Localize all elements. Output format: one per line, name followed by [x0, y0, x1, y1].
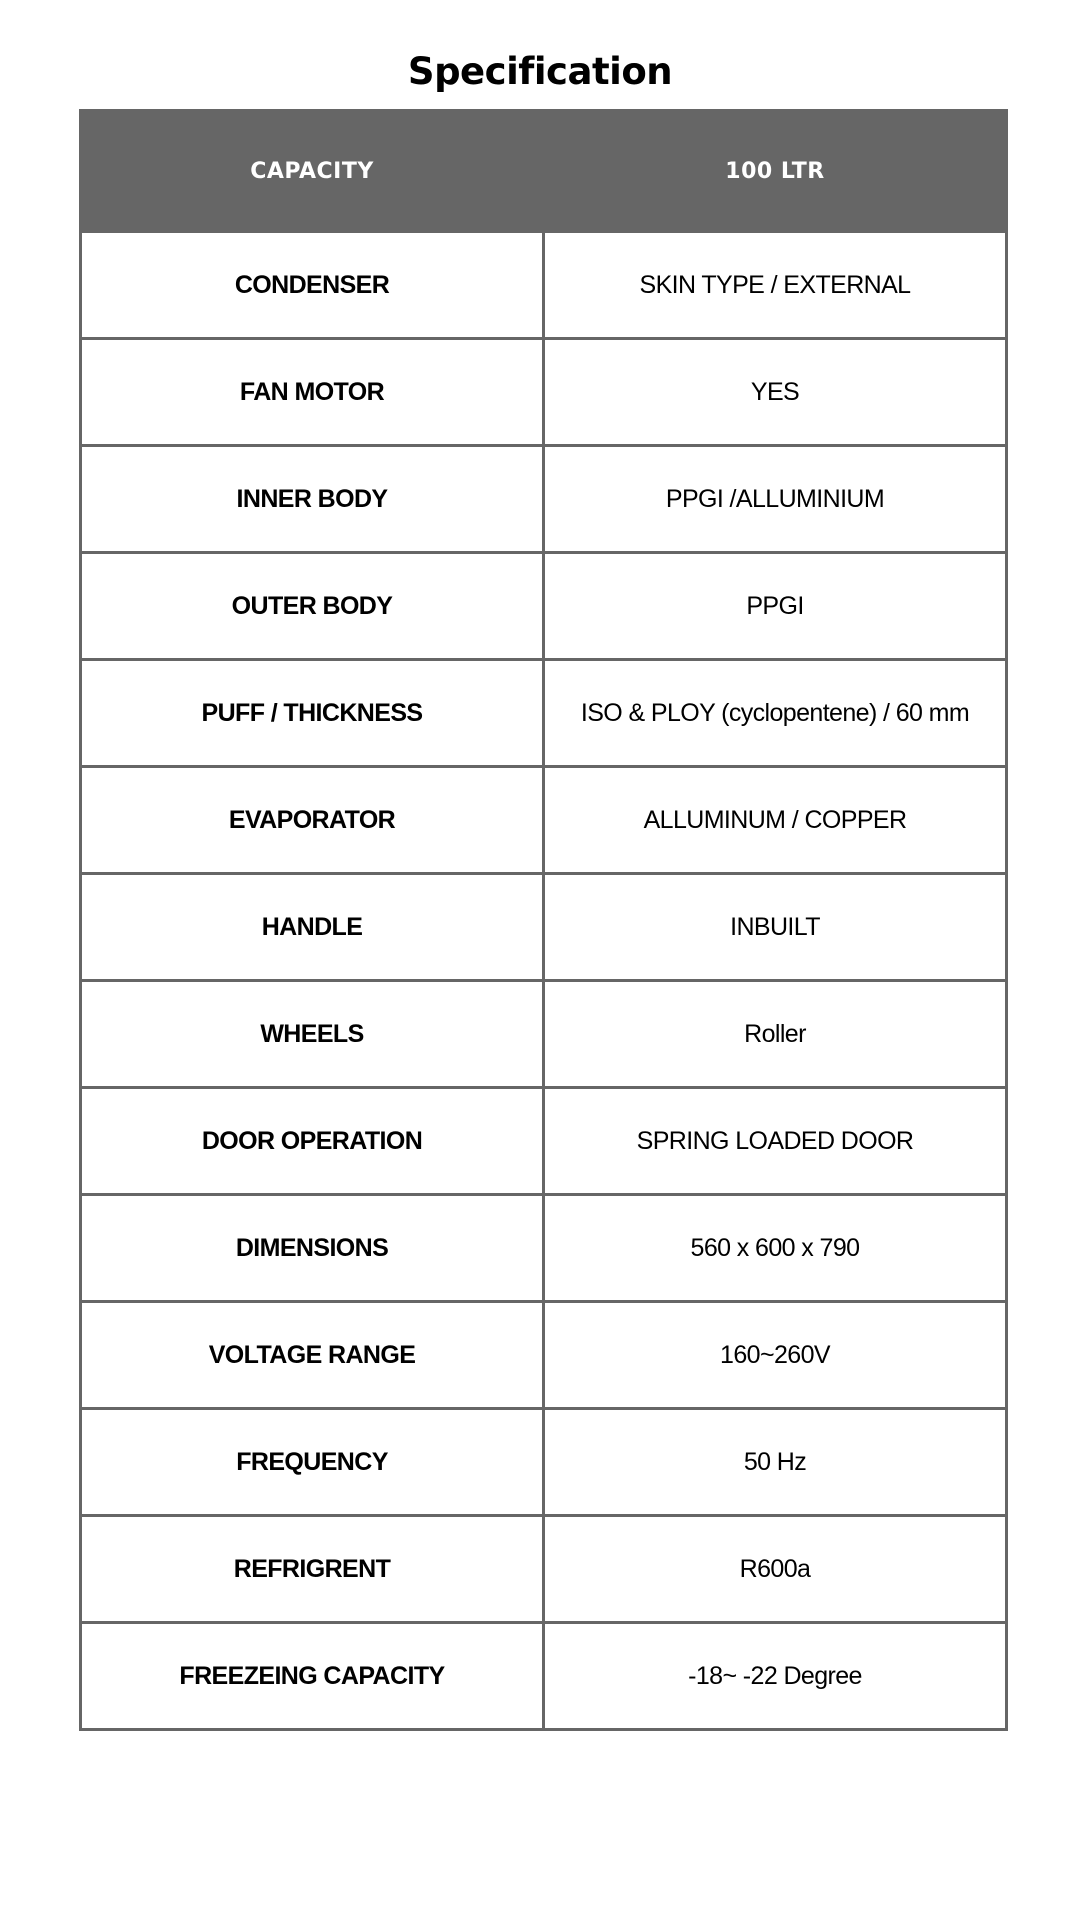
- row-label: EVAPORATOR: [81, 767, 544, 874]
- row-value: R600a: [544, 1516, 1007, 1623]
- row-value: PPGI /ALLUMINIUM: [544, 446, 1007, 553]
- row-value: INBUILT: [544, 874, 1007, 981]
- table-row: [81, 1088, 1007, 1195]
- row-label: HANDLE: [81, 874, 544, 981]
- row-value: Roller: [544, 981, 1007, 1088]
- row-value: ALLUMINUM / COPPER: [544, 767, 1007, 874]
- table-row: [81, 1195, 1007, 1302]
- table-row: [81, 553, 1007, 660]
- table-row: [81, 981, 1007, 1088]
- table-row: [81, 874, 1007, 981]
- row-value: SKIN TYPE / EXTERNAL: [544, 232, 1007, 339]
- row-label: WHEELS: [81, 981, 544, 1088]
- header-label-capacity: CAPACITY: [81, 111, 544, 232]
- row-value: ISO & PLOY (cyclopentene) / 60 mm: [544, 660, 1007, 767]
- row-label: PUFF / THICKNESS: [81, 660, 544, 767]
- table-row: [81, 446, 1007, 553]
- row-label: OUTER BODY: [81, 553, 544, 660]
- row-label: DOOR OPERATION: [81, 1088, 544, 1195]
- table-header-row: [81, 111, 1007, 232]
- row-value: SPRING LOADED DOOR: [544, 1088, 1007, 1195]
- table-row: [81, 767, 1007, 874]
- row-label: CONDENSER: [81, 232, 544, 339]
- row-label: FREEZEING CAPACITY: [81, 1623, 544, 1730]
- row-label: FAN MOTOR: [81, 339, 544, 446]
- table-row: [81, 339, 1007, 446]
- row-label: INNER BODY: [81, 446, 544, 553]
- row-value: 560 x 600 x 790: [544, 1195, 1007, 1302]
- row-value: 160~260V: [544, 1302, 1007, 1409]
- table-row: [81, 1516, 1007, 1623]
- row-value: 50 Hz: [544, 1409, 1007, 1516]
- table-row: [81, 1623, 1007, 1730]
- table-row: [81, 1302, 1007, 1409]
- specification-table: [79, 109, 1008, 1731]
- row-value: YES: [544, 339, 1007, 446]
- row-label: FREQUENCY: [81, 1409, 544, 1516]
- table-row: [81, 660, 1007, 767]
- row-value: PPGI: [544, 553, 1007, 660]
- table-row: [81, 232, 1007, 339]
- row-value: -18~ -22 Degree: [544, 1623, 1007, 1730]
- page-title: Specification: [407, 50, 673, 93]
- row-label: DIMENSIONS: [81, 1195, 544, 1302]
- row-label: VOLTAGE RANGE: [81, 1302, 544, 1409]
- table-row: [81, 1409, 1007, 1516]
- header-value-capacity: 100 LTR: [544, 111, 1007, 232]
- row-label: REFRIGRENT: [81, 1516, 544, 1623]
